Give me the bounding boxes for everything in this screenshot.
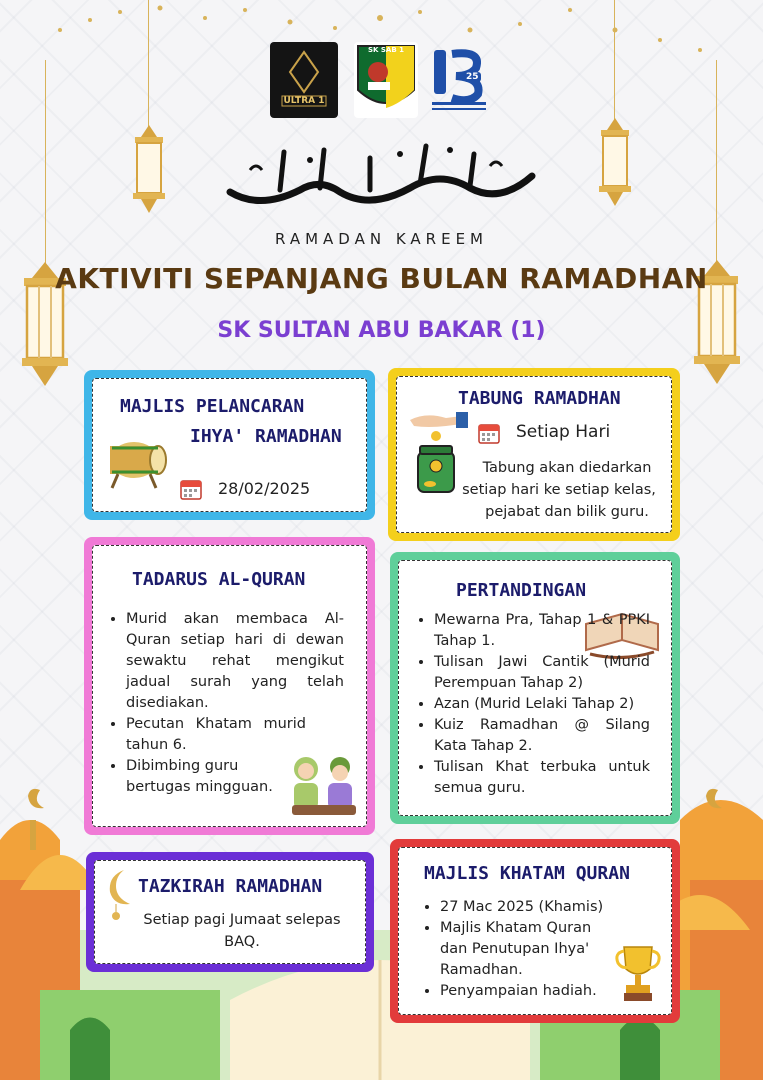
- list-item: • Murid akan membaca Al-Quran setiap hari di dewan sewaktu rehat mengikut jadual surah yang telah disediakan.: [126, 609, 344, 714]
- card-title: PERTANDINGAN: [456, 580, 587, 601]
- ultra1-logo: [270, 42, 338, 118]
- card-title: MAJLIS KHATAM QURAN: [424, 863, 630, 884]
- list-item: • Kuiz Ramadhan @ Silang Kata Tahap 2.: [434, 715, 650, 757]
- list-item: • 27 Mac 2025 (Khamis): [440, 897, 620, 918]
- list-item: • Azan (Murid Lelaki Tahap 2): [434, 694, 650, 715]
- lantern-icon: [593, 118, 637, 208]
- card-title-line1: MAJLIS PELANCARAN: [120, 396, 305, 417]
- list-item: • Dibimbing guru bertugas mingguan.: [126, 756, 276, 798]
- lantern-string: [614, 0, 615, 125]
- list-item: • Tulisan Khat terbuka untuk semua guru.: [434, 757, 650, 799]
- schedule-label: Setiap Hari: [516, 422, 611, 442]
- card-title: TABUNG RAMADHAN: [458, 388, 621, 409]
- khatam-list: [420, 897, 620, 1002]
- lantern-string: [148, 0, 149, 135]
- list-item: • Majlis Khatam Quran dan Penutupan Ihya' Ramadhan.: [440, 918, 620, 981]
- card-majlis-pelancaran: [84, 370, 375, 520]
- card-tabung-ramadhan: [388, 368, 680, 541]
- card-title: TADARUS AL-QURAN: [132, 569, 306, 590]
- trophy-icon: [612, 941, 664, 1003]
- card-tazkirah: [86, 852, 374, 972]
- school-name: SK SULTAN ABU BAKAR (1): [217, 318, 546, 343]
- calendar-icon: [180, 478, 202, 500]
- ultra1-logo-text: ULTRA 1: [283, 96, 325, 106]
- calendar-icon: [478, 422, 500, 444]
- list-item: • Pecutan Khatam murid tahun 6.: [126, 714, 306, 756]
- pertandingan-list: [414, 610, 650, 799]
- children-reading-icon: [284, 745, 364, 825]
- desc-line2: setiap hari ke setiap kelas,: [462, 482, 656, 498]
- card-title: TAZKIRAH RAMADHAN: [138, 876, 323, 897]
- card-pertandingan: [390, 552, 680, 824]
- ipg-25-logo-text: 25: [466, 72, 479, 82]
- page-title: AKTIVITI SEPANJANG BULAN RAMADHAN: [55, 262, 708, 295]
- desc-line3: pejabat dan bilik guru.: [485, 504, 649, 520]
- ipg-25-logo: [430, 42, 488, 118]
- desc-line2: BAQ.: [224, 934, 260, 950]
- card-majlis-khatam: [390, 839, 680, 1023]
- ramadan-kareem-tagline: RAMADAN KAREEM: [275, 230, 488, 248]
- desc-line1: Tabung akan diedarkan: [482, 460, 652, 476]
- card-title-line2: IHYA' RAMADHAN: [190, 426, 342, 447]
- bedug-drum-icon: [98, 426, 170, 490]
- sk-sab1-logo: [354, 42, 418, 118]
- event-date: 28/02/2025: [218, 479, 311, 498]
- lantern-icon: [127, 125, 171, 215]
- list-item: • Penyampaian hadiah.: [440, 981, 620, 1002]
- card-tadarus: [84, 537, 375, 835]
- sk-sab1-logo-text: SK SAB 1: [367, 46, 404, 54]
- list-item: • Tulisan Jawi Cantik (Murid Perempuan Tahap 2): [434, 652, 650, 694]
- desc-line1: Setiap pagi Jumaat selepas: [143, 912, 341, 928]
- list-item: • Mewarna Pra, Tahap 1 & PPKI Tahap 1.: [434, 610, 650, 652]
- ramadan-kareem-calligraphy: [220, 130, 540, 220]
